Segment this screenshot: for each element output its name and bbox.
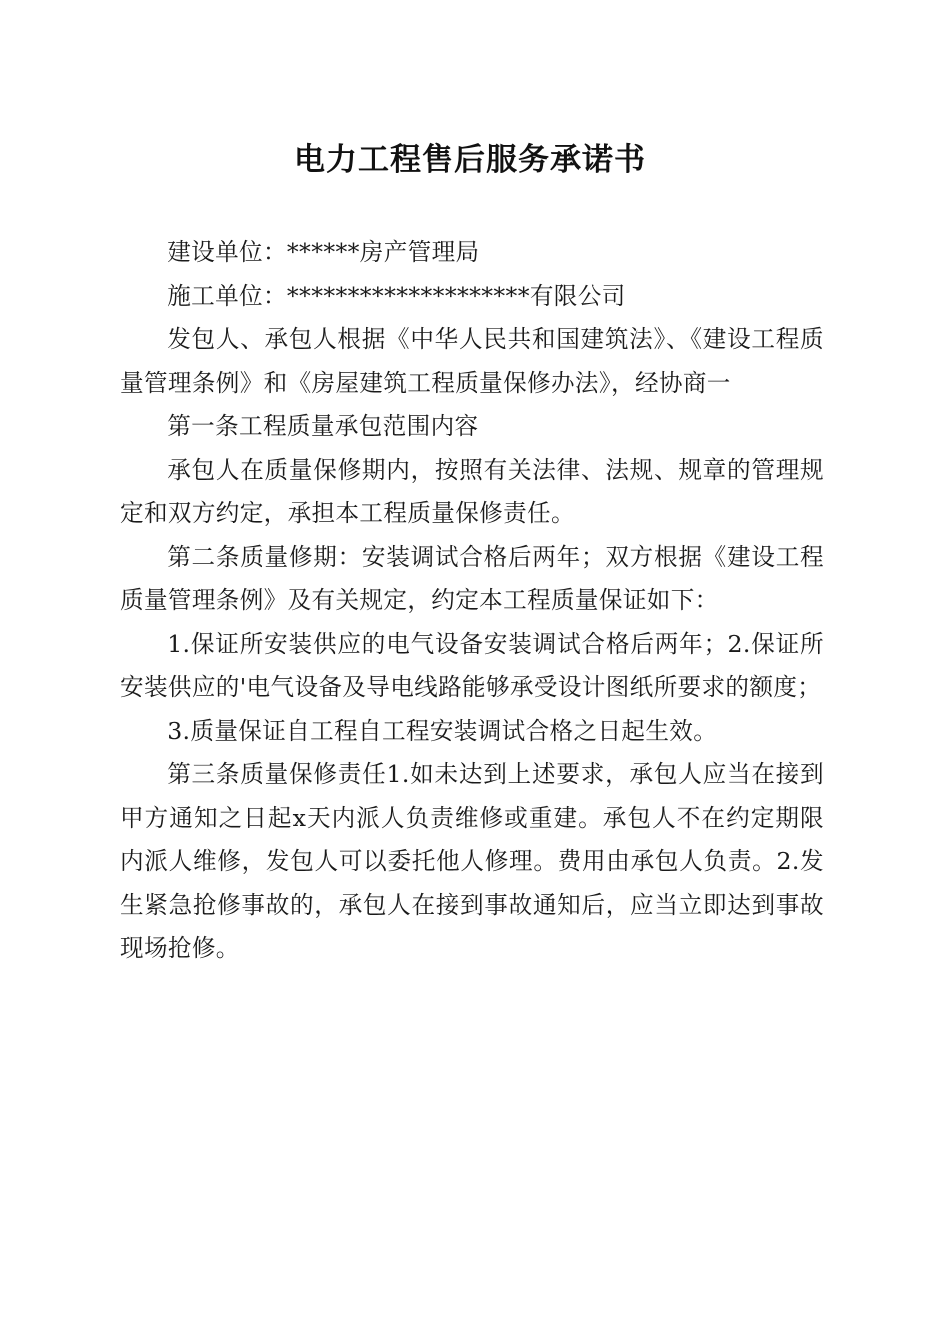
article-two-paragraph: 第二条质量修期：安装调试合格后两年；双方根据《建设工程质量管理条例》及有关规定，约定本工程质量保证如下： xyxy=(120,542,824,614)
document-title: 电力工程售后服务承诺书 xyxy=(294,142,646,178)
construction-unit-line: 建设单位：******房产管理局 xyxy=(167,238,480,266)
document-body xyxy=(120,231,824,971)
contractor-unit-line: 施工单位：********************有限公司 xyxy=(167,281,626,310)
article-one-body: 承包人在质量保修期内，按照有关法律、法规、规章的管理规定和双方约定，承担本工程质量保修责任。 xyxy=(120,455,824,527)
article-three-paragraph: 第三条质量保修责任1.如未达到上述要求，承包人应当在接到甲方通知之日起x天内派人负责维修或重建。承包人不在约定期限内派人维修，发包人可以委托他人修理。费用由承包人负责。2.发生紧急抢修事故的，承包人在接到事故通知后，应当立即达到事故现场抢修。 xyxy=(120,760,824,962)
guarantee-items-paragraph: 1.保证所安装供应的电气设备安装调试合格后两年；2.保证所安装供应的'电气设备及导电线路能够承受设计图纸所要求的额度； xyxy=(120,629,824,701)
guarantee-effective-paragraph: 3.质量保证自工程自工程安装调试合格之日起生效。 xyxy=(167,716,718,745)
preamble-paragraph: 发包人、承包人根据《中华人民共和国建筑法》、《建设工程质量管理条例》和《房屋建筑工程质量保修办法》，经协商一 xyxy=(120,325,824,397)
article-one-heading: 第一条工程质量承包范围内容 xyxy=(167,412,479,440)
